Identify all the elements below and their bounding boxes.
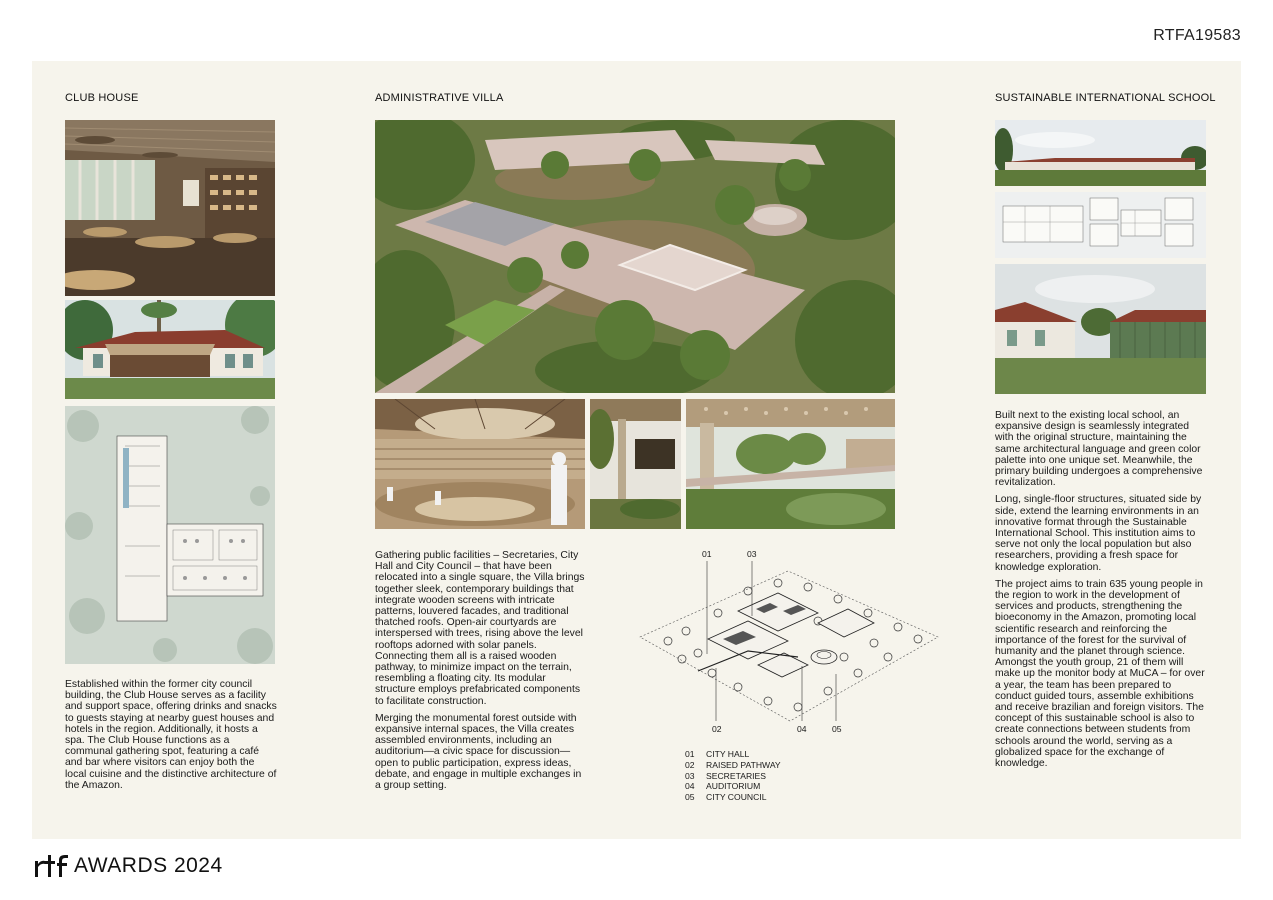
callout-05: 05 [832,724,842,734]
school-plan-image [995,192,1206,258]
school-paragraph-3: The project aims to train 635 young people in the region to work in the development of services and products, strengthening the bioeconomy in the Amazon, promoting local scientific research and reinforcing the importance of the forest for the survival of humanity and the planet through science. Amongst the youth group, 21 of them will make up the monitor body at MuCA – for over a year, the team has been prepared to conduct guided tours, assemble exhibitions and receive brazilian and foreign visitors. The concept of this sustainable school is also to create connections between students from schools around the world, serving as a globalized space for the exchange of knowledge. [995,578,1205,770]
rtf-logo [34,852,70,880]
admin-villa-description [375,550,585,797]
club-house-description: Established within the former city council building, the Club House serves as a facility and support space, offering drinks and snacks to guests staying at nearby guest houses and hotels in the region. Additionally, it hosts a spa. The Club House functions as a communal gathering spot, featuring a café and bar where visitors can enjoy both the local cuisine and the distinctive architecture of the Amazon. [65,679,277,791]
school-paragraph-1: Built next to the existing local school, an expansive design is seamlessly integrated with the original structure, maintaining the same architectural language and green color palette into one unique set. Meanwhile, the primary building undergoes a comprehensive revitalization. [995,410,1203,489]
courtyard-image [590,399,681,529]
legend-item: 04 AUDITORIUM [685,781,761,792]
club-house-plan-image [65,406,275,664]
admin-villa-aerial-image [375,120,895,393]
school-courtyard-image [995,264,1206,394]
admin-villa-paragraph-2: Merging the monumental forest outside with expansive internal spaces, the Villa creates assembled environments, including an auditorium—a civic space for discussion—open to public participation, express ideas, debate, and engage in multiple exchanges in a group setting. [375,712,582,792]
school-paragraph-2: Long, single-floor structures, situated side by side, extend the learning environments in an innovative format through the Sustainable International School. This institution aims to serve not only the local population but also researchers, providing a fresh space for knowledge exploration. [995,494,1202,573]
admin-villa-paragraph-1: Gathering public facilities – Secretaries, City Hall and City Council – that have been relocated into a single square, the Villa brings together sleek, contemporary buildings that integrate wooden screens with intricate patterns, louvered facades, and traditional thatched roofs. Open-air courtyards are interspersed with trees, rising above the level rooftops adorned with solar panels. Connecting them all is a raised wooden pathway, to minimize impact on the terrain, resembling a floating city. Its modular structure employs prefabricated components to facilitate construction. [375,550,585,707]
school-description [995,410,1208,775]
school-panorama-image [995,120,1206,186]
callout-03: 03 [747,549,757,559]
club-house-interior-image [65,120,275,296]
legend-item: 05 CITY COUNCIL [685,792,767,803]
diagram-legend [685,749,781,803]
admin-villa-title: ADMINISTRATIVE VILLA [375,92,504,104]
project-code: RTFA19583 [1153,27,1241,44]
footer [34,852,223,880]
school-title: SUSTAINABLE INTERNATIONAL SCHOOL [995,92,1216,104]
legend-item: 02 RAISED PATHWAY [685,759,781,770]
auditorium-image [375,399,585,529]
presentation-board [32,61,1241,839]
legend-item: 01 CITY HALL [685,749,750,759]
legend-item: 03 SECRETARIES [685,770,767,781]
awards-label: AWARDS 2024 [74,854,223,877]
club-house-exterior-image [65,300,275,399]
callout-01: 01 [702,549,712,559]
club-house-title: CLUB HOUSE [65,92,139,104]
pathway-image [686,399,895,529]
callout-04: 04 [797,724,807,734]
callout-02: 02 [712,724,722,734]
callout-leader-lines [632,556,932,726]
